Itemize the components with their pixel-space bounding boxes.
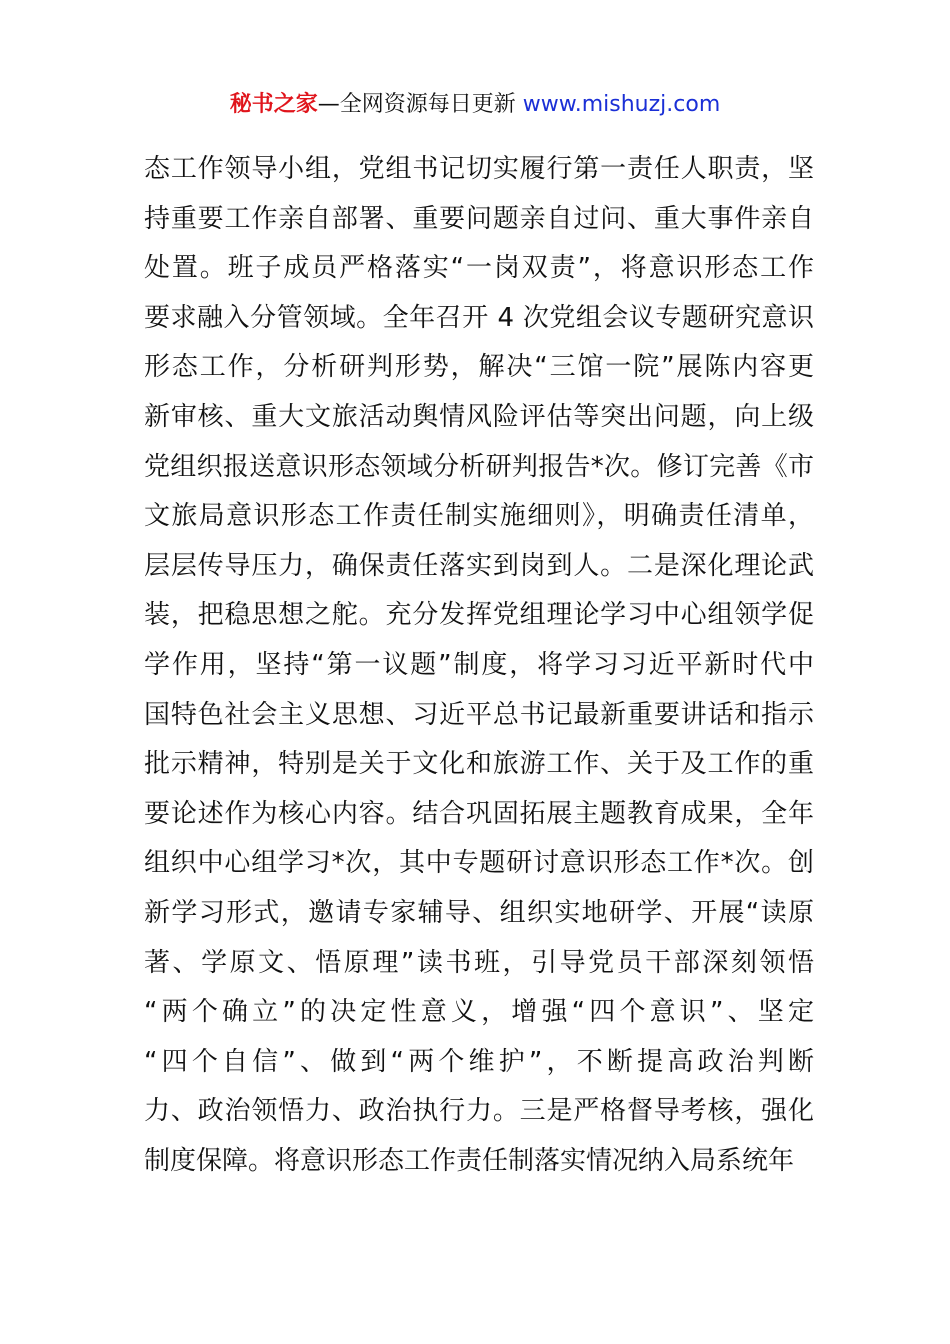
paragraph-line: “四个自信”、做到“两个维护”，不断提高政治判断 [144, 1046, 814, 1077]
paragraph-line: 学作用，坚持“第一议题”制度，将学习习近平新时代中 [144, 649, 814, 680]
paragraph-line: 制度保障。将意识形态工作责任制落实情况纳入局系统年 [144, 1145, 795, 1176]
paragraph-line: 装，把稳思想之舵。充分发挥党组理论学习中心组领学促 [144, 600, 814, 631]
paragraph-line: 形态工作，分析研判形势，解决“三馆一院”展陈内容更 [144, 352, 814, 383]
site-url[interactable]: www.mishuzj.com [522, 92, 721, 117]
paragraph-line: 党组织报送意识形态领域分析研判报告*次。修订完善《市 [144, 451, 814, 482]
paragraph-line: 新学习形式，邀请专家辅导、组织实地研学、开展“读原 [144, 897, 814, 928]
paragraph-line: 要求融入分管领域。全年召开 4 次党组会议专题研究意识 [144, 302, 814, 333]
paragraph-line: 态工作领导小组，党组书记切实履行第一责任人职责，坚 [144, 154, 814, 184]
paragraph-line: 持重要工作亲自部署、重要问题亲自过问、重大事件亲自 [144, 203, 814, 234]
paragraph-line: 文旅局意识形态工作责任制实施细则》，明确责任清单， [144, 501, 814, 532]
paragraph-line: 力、政治领悟力、政治执行力。三是严格督导考核，强化 [144, 1096, 814, 1127]
paragraph-line: 新审核、重大文旅活动舆情风险评估等突出问题，向上级 [144, 401, 814, 432]
paragraph-line: 著、学原文、悟原理”读书班，引导党员干部深刻领悟 [144, 947, 814, 978]
paragraph-line: 层层传导压力，确保责任落实到岗到人。二是深化理论武 [144, 550, 814, 581]
document-body [144, 145, 814, 1186]
paragraph-line: “两个确立”的决定性意义，增强“四个意识”、坚定 [144, 997, 814, 1028]
paragraph-line: 批示精神，特别是关于文化和旅游工作、关于及工作的重 [144, 749, 814, 780]
paragraph-line: 组织中心组学习*次，其中专题研讨意识形态工作*次。创 [144, 848, 814, 879]
paragraph-line: 国特色社会主义思想、习近平总书记最新重要讲话和指示 [144, 699, 814, 730]
brand-name: 秘书之家 [229, 92, 318, 117]
page-header [0, 88, 950, 122]
paragraph-line: 处置。班子成员严格落实“一岗双责”，将意识形态工作 [144, 253, 814, 284]
header-tagline: —全网资源每日更新 [317, 92, 516, 117]
paragraph-line: 要论述作为核心内容。结合巩固拓展主题教育成果，全年 [144, 798, 814, 829]
